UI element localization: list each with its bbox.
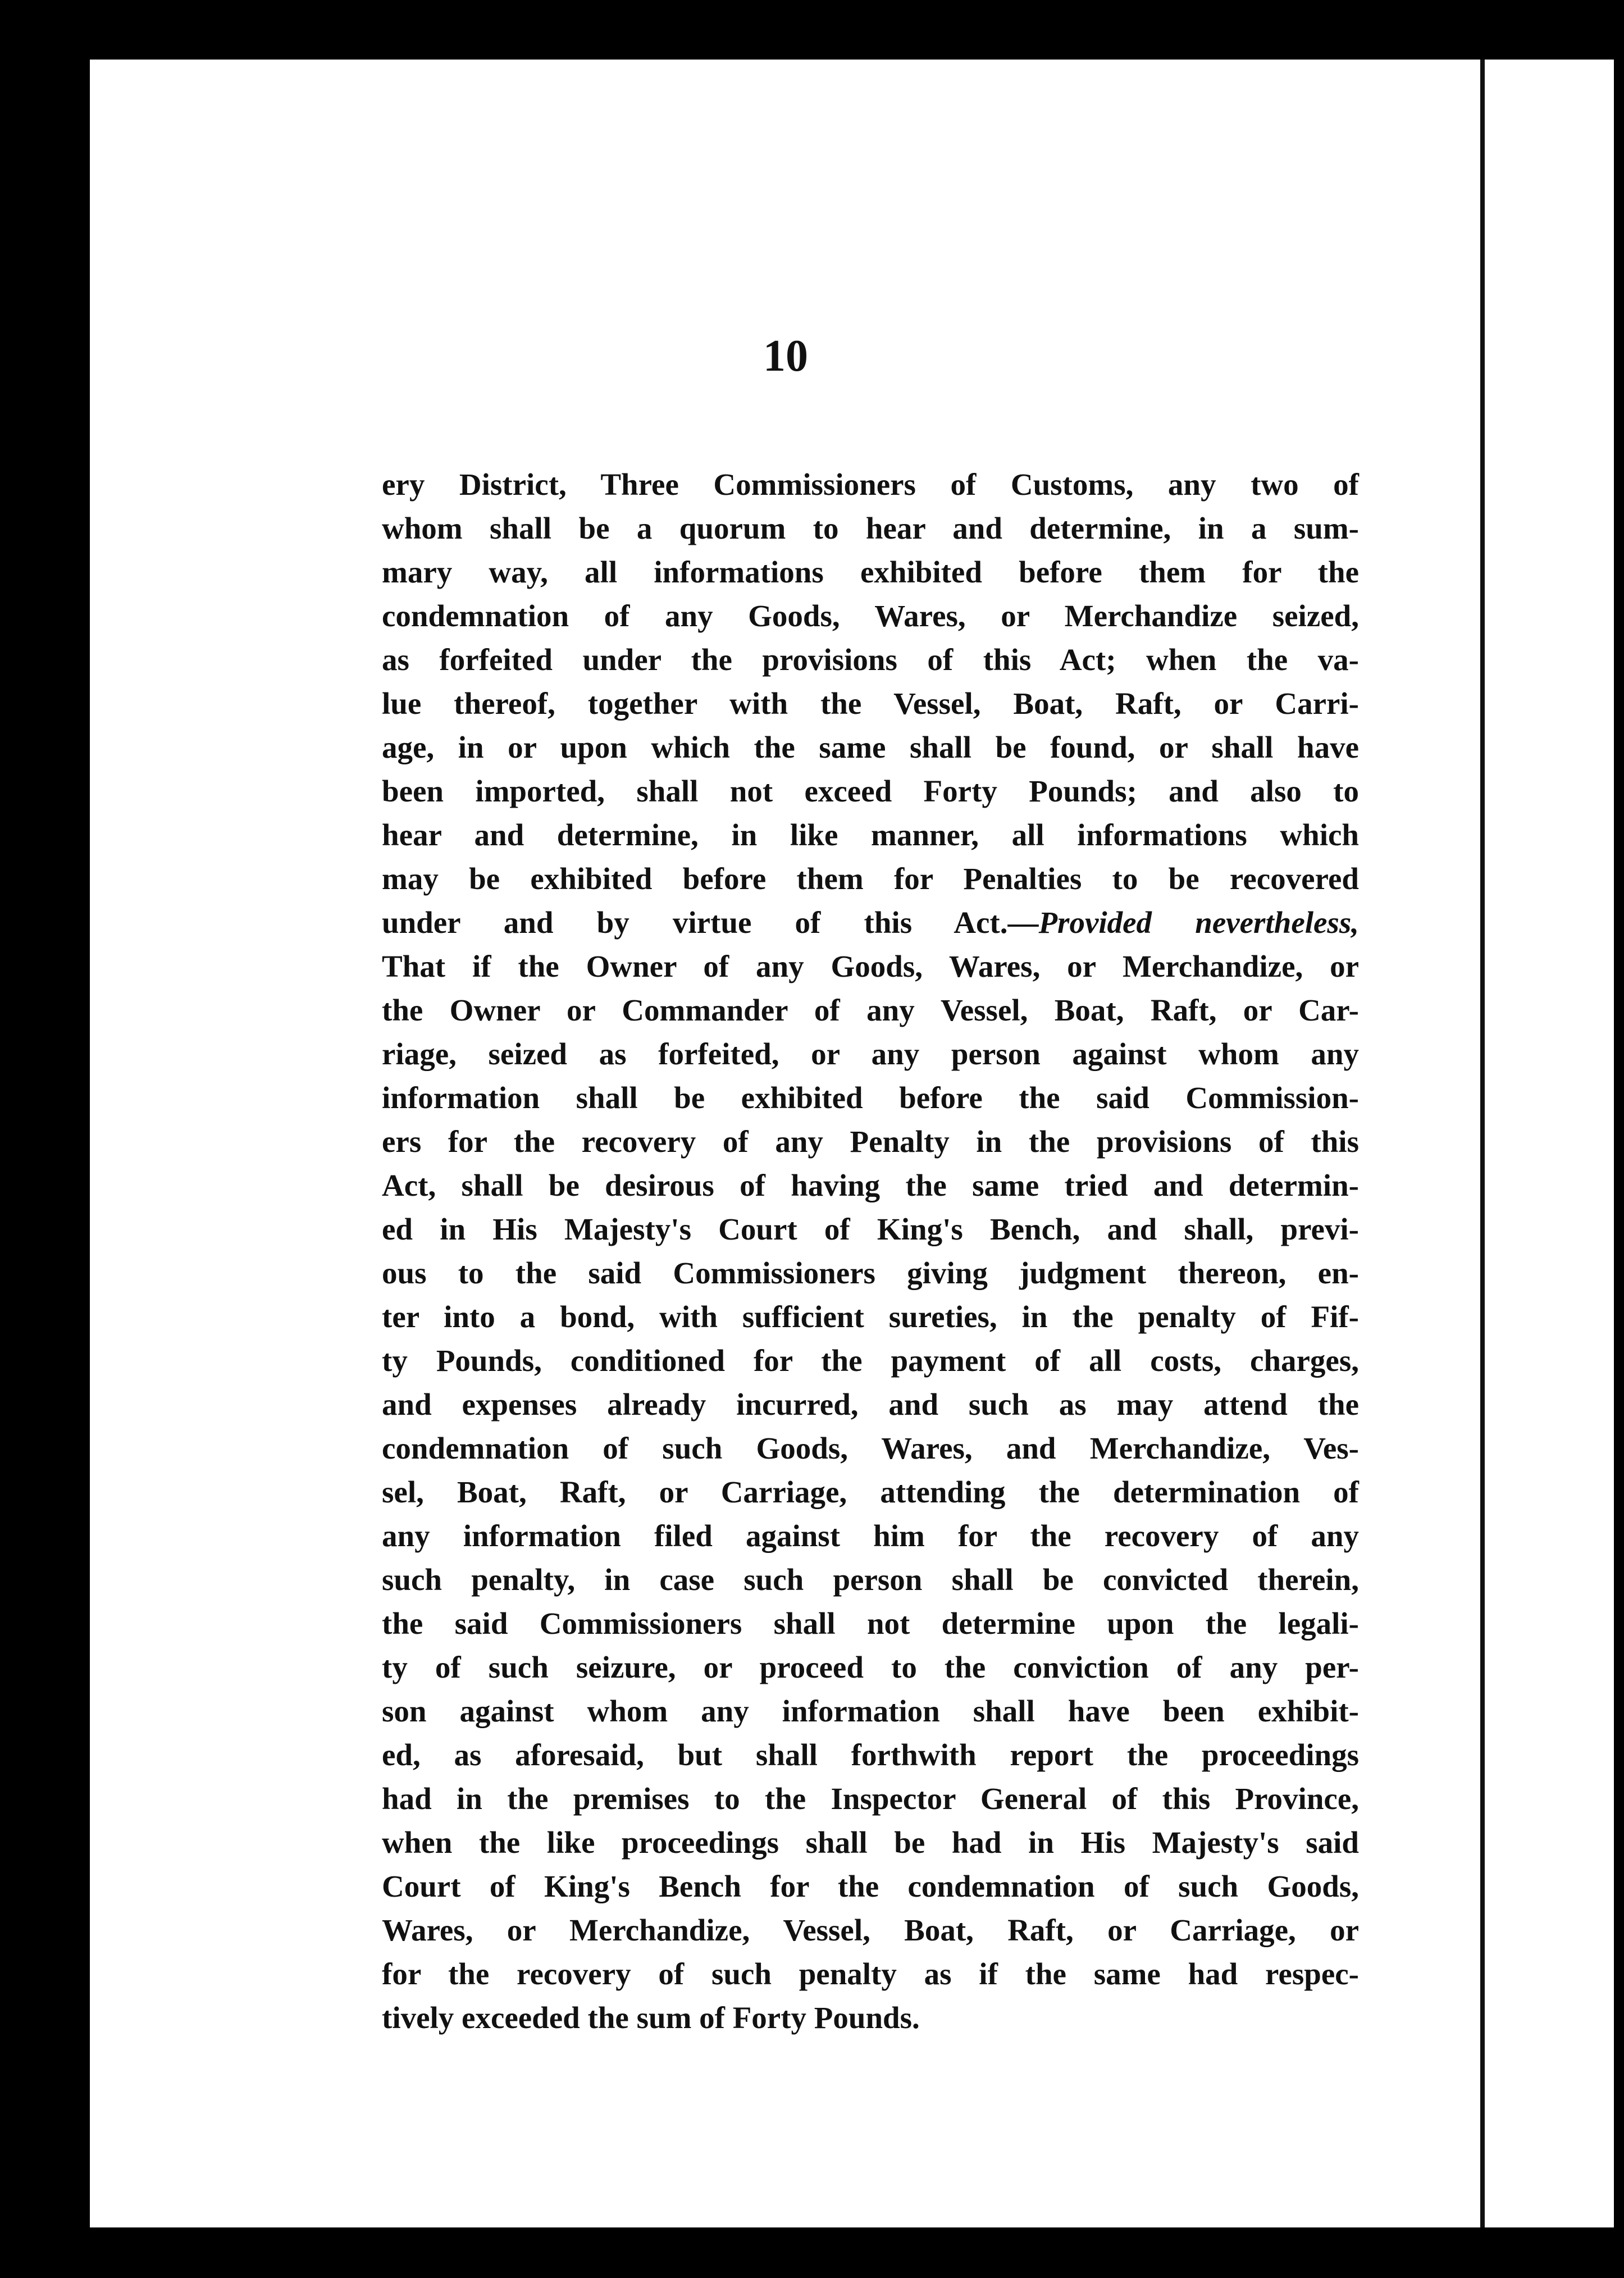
text-line: ter into a bond, with sufficient sureties, in the penalty of Fif- [382,1300,1359,1334]
text-line: son against whom any information shall have been exhibit- [382,1694,1359,1728]
text-line: as forfeited under the provisions of this Act; when the va- [382,643,1359,677]
text-line-start: under and by virtue of this Act.— [382,905,1039,940]
text-line: Wares, or Merchandize, Vessel, Boat, Raft, or Carriage, or [382,1913,1359,1947]
text-line: the Owner or Commander of any Vessel, Boat, Raft, or Car- [382,993,1359,1027]
text-line: lue thereof, together with the Vessel, Boat, Raft, or Carri- [382,686,1359,721]
text-line: such penalty, in case such person shall be convicted therein, [382,1562,1359,1597]
text-line: for the recovery of such penalty as if the same had respec- [382,1957,1359,1991]
text-line: whom shall be a quorum to hear and determine, in a sum- [382,511,1359,545]
text-line: riage, seized as forfeited, or any person against whom any [382,1037,1359,1071]
text-line: Act, shall be desirous of having the same tried and determin- [382,1168,1359,1202]
text-line: and expenses already incurred, and such as may attend the [382,1387,1359,1422]
text-line: may be exhibited before them for Penalties to be recovered [382,862,1359,896]
text-line: hear and determine, in like manner, all informations which [382,818,1359,852]
text-line: condemnation of any Goods, Wares, or Merchandize seized, [382,599,1359,633]
text-line-with-proviso [382,901,1359,945]
text-line: ery District, Three Commissioners of Customs, any two of [382,467,1359,502]
text-line: ty of such seizure, or proceed to the conviction of any per- [382,1650,1359,1684]
text-line: ers for the recovery of any Penalty in the provisions of this [382,1124,1359,1159]
italic-proviso: Provided nevertheless, [1038,905,1359,940]
text-line: had in the premises to the Inspector General of this Province, [382,1782,1359,1816]
text-line: sel, Boat, Raft, or Carriage, attending the determination of [382,1475,1359,1509]
text-line: condemnation of such Goods, Wares, and Merchandize, Ves- [382,1431,1359,1465]
text-line: That if the Owner of any Goods, Wares, or Merchandize, or [382,949,1359,983]
text-line: ed, as aforesaid, but shall forthwith report the proceedings [382,1738,1359,1772]
text-line: mary way, all informations exhibited before them for the [382,555,1359,589]
text-line: ous to the said Commissioners giving judgment thereon, en- [382,1256,1359,1290]
text-line-last: tively exceeded the sum of Forty Pounds. [382,2001,920,2035]
text-line: Court of King's Bench for the condemnation of such Goods, [382,1869,1359,1903]
text-line: been imported, shall not exceed Forty Pounds; and also to [382,774,1359,808]
text-line: ty Pounds, conditioned for the payment of all costs, charges, [382,1343,1359,1378]
text-line: ed in His Majesty's Court of King's Bench, and shall, previ- [382,1212,1359,1246]
text-line: information shall be exhibited before the said Commission- [382,1081,1359,1115]
page-number: 10 [763,331,808,381]
text-line: when the like proceedings shall be had in His Majesty's said [382,1825,1359,1860]
text-line: the said Commissioners shall not determine upon the legali- [382,1606,1359,1641]
text-line: age, in or upon which the same shall be found, or shall have [382,730,1359,764]
scanned-page [90,60,1481,2227]
text-line: any information filed against him for the recovery of any [382,1519,1359,1553]
body-text [382,463,1359,2040]
facing-page-edge [1485,60,1614,2227]
